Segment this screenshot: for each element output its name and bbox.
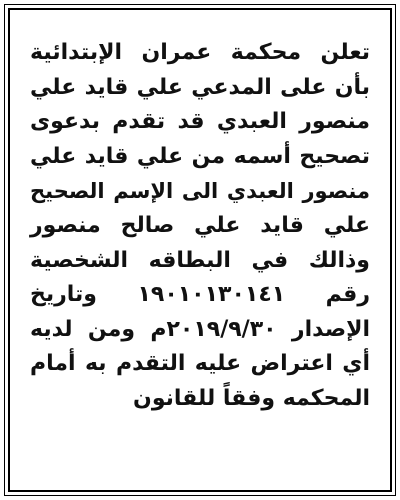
notice-line-5: منصور العبدي الى الإسم الصحيح (30, 179, 370, 204)
notice-line-10: أي اعتراض عليه التقدم به أمام (30, 351, 370, 377)
notice-line-4: تصحيح أسمه من علي قايد علي (30, 143, 370, 169)
notice-text (30, 36, 370, 417)
notice-border (8, 8, 392, 492)
notice-line-1: تعلن محكمة عمران الإبتدائية (30, 40, 370, 65)
notice-line-11: المحكمه وفقاً للقانون (133, 385, 370, 411)
notice-line-6: علي قايد علي صالح منصور (30, 212, 370, 238)
court-notice (4, 4, 396, 496)
notice-line-7: وذالك في البطاقه الشخصية (30, 247, 370, 273)
notice-line-2: بأن على المدعي علي قايد علي (30, 74, 370, 100)
notice-line-8: رقم ١٩٠١٠١٣٠١٤١ وتاريخ (30, 282, 370, 308)
notice-line-3: منصور العبدي قد تقدم بدعوى (30, 109, 370, 135)
notice-line-9: الإصدار ٢٠١٩/٩/٣٠م ومن لديه (30, 316, 370, 342)
